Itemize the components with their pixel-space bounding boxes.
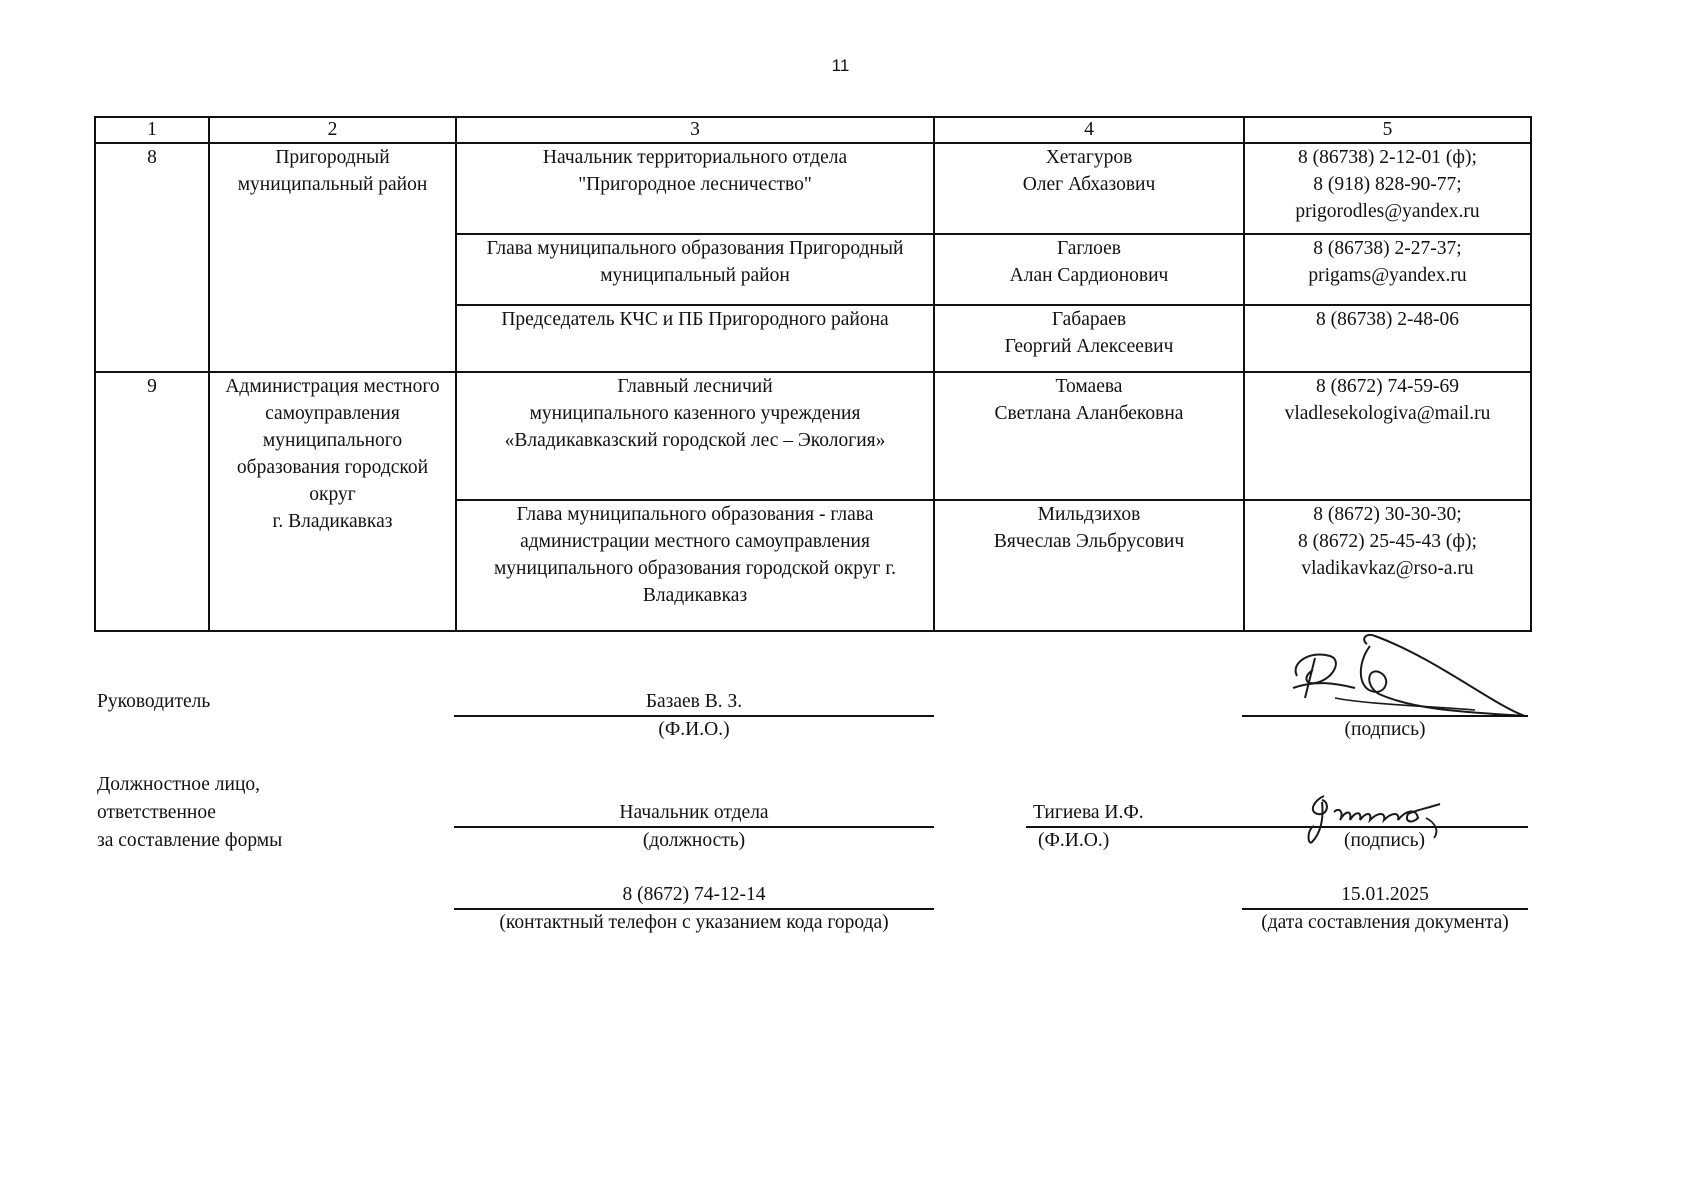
contacts-cell: 8 (86738) 2-48-06 — [1244, 305, 1531, 372]
contacts-table — [94, 116, 1532, 632]
phone-caption: (контактный телефон с указанием кода города) — [499, 912, 889, 933]
name-cell: Хетагуров Олег Абхазович — [934, 143, 1244, 234]
responsible-fio-caption: (Ф.И.О.) — [1038, 830, 1110, 851]
table-row — [95, 143, 1531, 234]
position-cell: Председатель КЧС и ПБ Пригородного района — [456, 305, 934, 372]
contacts-cell: 8 (8672) 30-30-30; 8 (8672) 25-45-43 (ф); vladikavkaz@rso-a.ru — [1244, 500, 1531, 631]
header-cell: 4 — [934, 117, 1244, 143]
organization-cell: Администрация местного самоуправления муниципального образования городской округ г. Владикавказ — [209, 372, 456, 631]
document-date: 15.01.2025 — [1341, 884, 1429, 905]
name-cell: Габараев Георгий Алексеевич — [934, 305, 1244, 372]
head-label: Руководитель — [97, 691, 211, 712]
responsible-name: Тигиева И.Ф. — [1033, 802, 1144, 823]
name-cell: Мильдзихов Вячеслав Эльбрусович — [934, 500, 1244, 631]
name-cell: Томаева Светлана Аланбековна — [934, 372, 1244, 500]
position-cell: Глава муниципального образования Пригородный муниципальный район — [456, 234, 934, 305]
date-caption: (дата составления документа) — [1261, 912, 1509, 933]
header-cell: 3 — [456, 117, 934, 143]
table-header-row — [95, 117, 1531, 143]
contacts-cell: 8 (86738) 2-27-37; prigams@yandex.ru — [1244, 234, 1531, 305]
contact-phone: 8 (8672) 74-12-14 — [622, 884, 766, 905]
row-number: 8 — [95, 143, 209, 372]
row-number: 9 — [95, 372, 209, 631]
name-cell: Гаглоев Алан Сардионович — [934, 234, 1244, 305]
fio-caption: (Ф.И.О.) — [658, 719, 730, 740]
organization-cell: Пригородный муниципальный район — [209, 143, 456, 372]
position-caption: (должность) — [642, 830, 746, 851]
position-cell: Глава муниципального образования - глава администрации местного самоуправления муниципального образования городской округ г. Владикавказ — [456, 500, 934, 631]
responsible-signature-caption: (подпись) — [1344, 830, 1425, 851]
position-cell: Главный лесничий муниципального казенного учреждения «Владикавказский городской лес – Экология» — [456, 372, 934, 500]
contacts-cell: 8 (8672) 74-59-69 vladlesekologiva@mail.ru — [1244, 372, 1531, 500]
page-number: 11 — [831, 56, 850, 75]
header-cell: 2 — [209, 117, 456, 143]
signature-caption: (подпись) — [1344, 719, 1426, 740]
contacts-cell: 8 (86738) 2-12-01 (ф); 8 (918) 828-90-77; prigorodles@yandex.ru — [1244, 143, 1531, 234]
responsible-position: Начальник отдела — [619, 802, 769, 823]
position-cell: Начальник территориального отдела "Пригородное лесничество" — [456, 143, 934, 234]
head-name: Базаев В. З. — [645, 691, 743, 712]
head-signature — [1275, 628, 1535, 720]
header-cell: 1 — [95, 117, 209, 143]
table-row — [95, 372, 1531, 500]
responsible-label: Должностное лицо, ответственное за составление формы — [97, 774, 283, 851]
header-cell: 5 — [1244, 117, 1531, 143]
